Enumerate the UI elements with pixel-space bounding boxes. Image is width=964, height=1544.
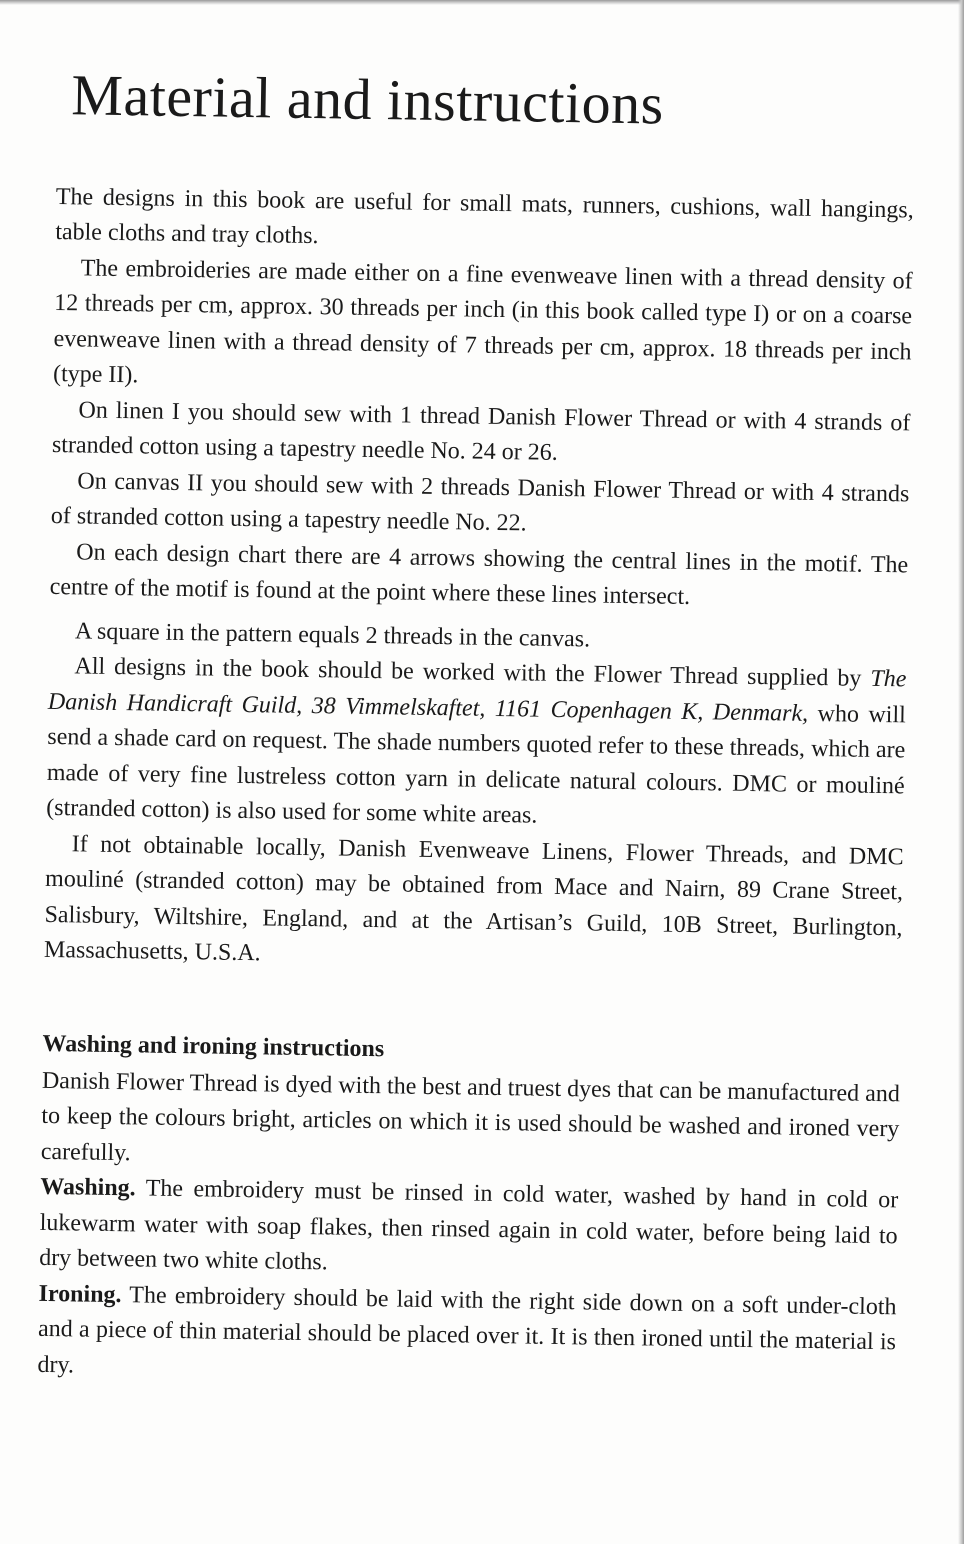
ironing-text: The embroidery should be laid with the right side down on a soft under-cloth and a piece of thin material should be placed over it. It is then ironed until the material is dry. <box>37 1281 897 1379</box>
paragraph-washing <box>39 1170 899 1290</box>
paragraph-square: A square in the pattern equals 2 threads in the canvas. <box>74 617 591 653</box>
supplier-text-after: who will send a shade card on request. The shade numbers quoted refer to these threads, which are made of very fine lustreless cotton yarn in delicate natural colours. DMC or mouliné (stranded cotton) is also used for some white areas. <box>46 700 907 829</box>
supplier-address: The Danish Handicraft Guild, 38 Vimmelskaftet, 1161 Copenhagen K, Denmark, <box>47 665 907 727</box>
page-title: Material and instructions <box>70 62 665 137</box>
paragraph-canvas-ii: On canvas II you should sew with 2 threads Danish Flower Thread or with 4 strands of stranded cotton using a tapestry needle No. 22. <box>50 467 910 537</box>
supplier-text-before: All designs in the book should be worked with the Flower Thread supplied by <box>74 653 871 692</box>
page-content <box>37 60 916 1397</box>
paragraph-uses: The designs in this book are useful for small mats, runners, cushions, wall hangings, table cloths and tray cloths. <box>55 183 914 250</box>
washing-label: Washing. <box>40 1174 136 1202</box>
ironing-label: Ironing. <box>38 1280 122 1308</box>
washing-text: The embroidery must be rinsed in cold water, washed by hand in cold or lukewarm water with soap flakes, then rinsed again in cold water, before being laid to dry between two white cloths. <box>38 1175 899 1276</box>
paragraph-supplier <box>46 649 907 840</box>
paragraph-washing-intro: Danish Flower Thread is dyed with the best and truest dyes that can be manufactured and to keep the colours bright, articles on which it is used should be washed and ironed very carefully. <box>40 1067 901 1167</box>
page-top-edge <box>0 0 964 5</box>
paragraph-availability: If not obtainable locally, Danish Evenweave Linens, Flower Threads, and DMC mouliné (stranded cotton) may be obtained from Mace and Nairn, 89 Crane Street, Salisbury, Wiltshire, England, and at the Artisan’s Guild, 10B Street, Burlington, Massachusetts, U.S.A. <box>43 830 904 967</box>
paragraph-linen-types: The embroideries are made either on a fine evenweave linen with a thread density of 12 threads per cm, approx. 30 threads per inch (in this book called type I) or on a coarse evenweave linen with a thread density of 7 threads per cm, approx. 18 threads per inch (type II). <box>52 254 913 389</box>
page-right-edge <box>958 0 964 1544</box>
paragraph-arrows: On each design chart there are 4 arrows showing the central lines in the motif. The centre of the motif is found at the point where these lines intersect. <box>49 538 909 611</box>
paragraph-linen-i: On linen I you should sew with 1 thread Danish Flower Thread or with 4 strands of stranded cotton using a tapestry needle No. 24 or 26. <box>51 396 911 466</box>
paragraph-ironing <box>37 1277 897 1397</box>
section-heading-washing: Washing and ironing instructions <box>42 1030 385 1062</box>
